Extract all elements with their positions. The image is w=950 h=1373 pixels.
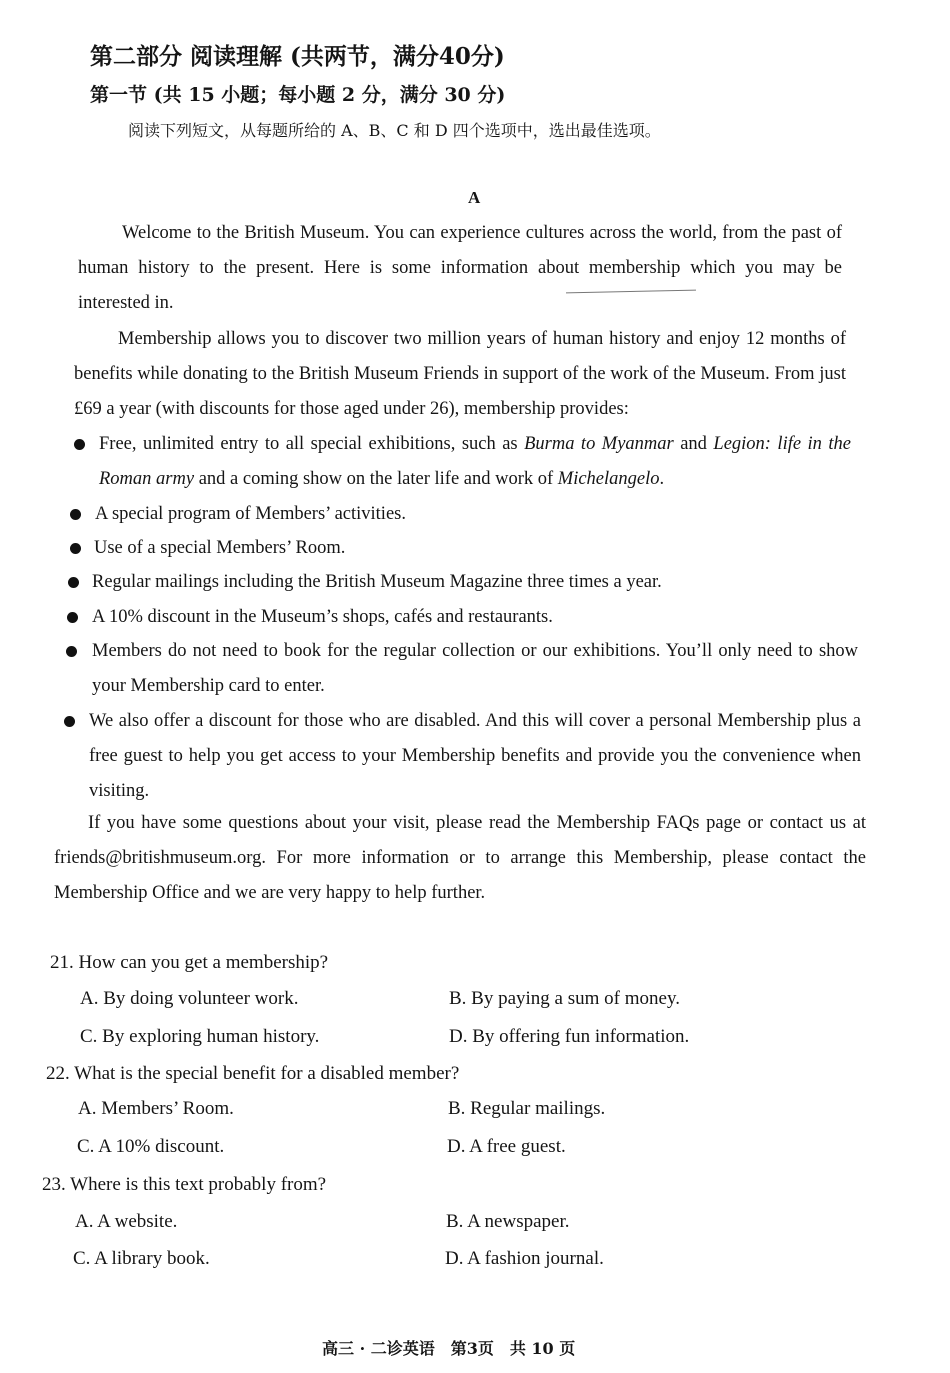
bullet-dot <box>68 577 79 588</box>
instructions: 阅读下列短文，从每题所给的 A、B、C 和 D 四个选项中，选出最佳选项。 <box>128 121 661 140</box>
option-23-c: C. A library book. <box>73 1248 210 1269</box>
question-23: 23. Where is this text probably from? <box>42 1174 327 1195</box>
bullet-dot <box>70 543 81 554</box>
bullet-members-activities: A special program of Members’ activities. <box>95 504 406 524</box>
option-22-d: D. A free guest. <box>447 1136 566 1157</box>
bullet-no-booking: Members do not need to book for the regular collection or our exhibitions. You’ll only need to show your Membership card to enter. <box>92 641 858 696</box>
passage-intro: Welcome to the British Museum. You can experience cultures across the world, from the past of human history to the present. Here is some information about membership which you may be interested in. <box>78 223 842 313</box>
option-21-d: D. By offering fun information. <box>449 1026 690 1047</box>
part-title: 第二部分 阅读理解 (共两节，满分40分) <box>90 43 505 70</box>
page-footer: 高三 · 二诊英语 第3页 共 10 页 <box>322 1339 576 1358</box>
bullet-dot <box>67 612 78 623</box>
closing-paragraph: If you have some questions about your visit, please read the Membership FAQs page or contact us at friends@britishmuseum.org. For more information or to arrange this Membership, please contact the Membership Office and we are very happy to help further. <box>54 813 866 903</box>
option-22-c: C. A 10% discount. <box>77 1136 225 1157</box>
bullet-members-room: Use of a special Members’ Room. <box>94 538 346 558</box>
bullet-dot <box>66 646 77 657</box>
bullet-regular-mailings: Regular mailings including the British Museum Magazine three times a year. <box>92 572 662 592</box>
question-22: 22. What is the special benefit for a disabled member? <box>46 1063 460 1084</box>
bullet-discount: A 10% discount in the Museum’s shops, cafés and restaurants. <box>92 607 553 627</box>
membership-paragraph: Membership allows you to discover two million years of human history and enjoy 12 months of benefits while donating to the British Museum Friends in support of the work of the Museum. From just £69 a year (with discounts for those aged under 26), membership provides: <box>74 329 846 419</box>
bullet-dot <box>64 716 75 727</box>
bullet-special-exhibitions: Free, unlimited entry to all special exhibitions, such as Burma to Myanmar and Legion: life in the Roman army and a coming show on the later life and work of Michelangelo. <box>99 434 851 489</box>
bullet-disabled-discount: We also offer a discount for those who are disabled. And this will cover a personal Membership plus a free guest to help you get access to your Membership benefits and provide you the convenience when visiting. <box>89 711 861 801</box>
option-22-a: A. Members’ Room. <box>78 1098 234 1119</box>
option-21-b: B. By paying a sum of money. <box>449 988 680 1009</box>
option-23-d: D. A fashion journal. <box>445 1248 604 1269</box>
passage-letter: A <box>468 188 481 207</box>
bullet-dot <box>74 439 85 450</box>
option-21-c: C. By exploring human history. <box>80 1026 320 1047</box>
option-23-b: B. A newspaper. <box>446 1211 570 1232</box>
bullet-dot <box>70 509 81 520</box>
section-title: 第一节 (共 15 小题；每小题 2 分，满分 30 分) <box>90 84 506 106</box>
option-22-b: B. Regular mailings. <box>448 1098 606 1119</box>
option-23-a: A. A website. <box>75 1211 178 1232</box>
option-21-a: A. By doing volunteer work. <box>80 988 299 1009</box>
question-21: 21. How can you get a membership? <box>50 952 329 973</box>
